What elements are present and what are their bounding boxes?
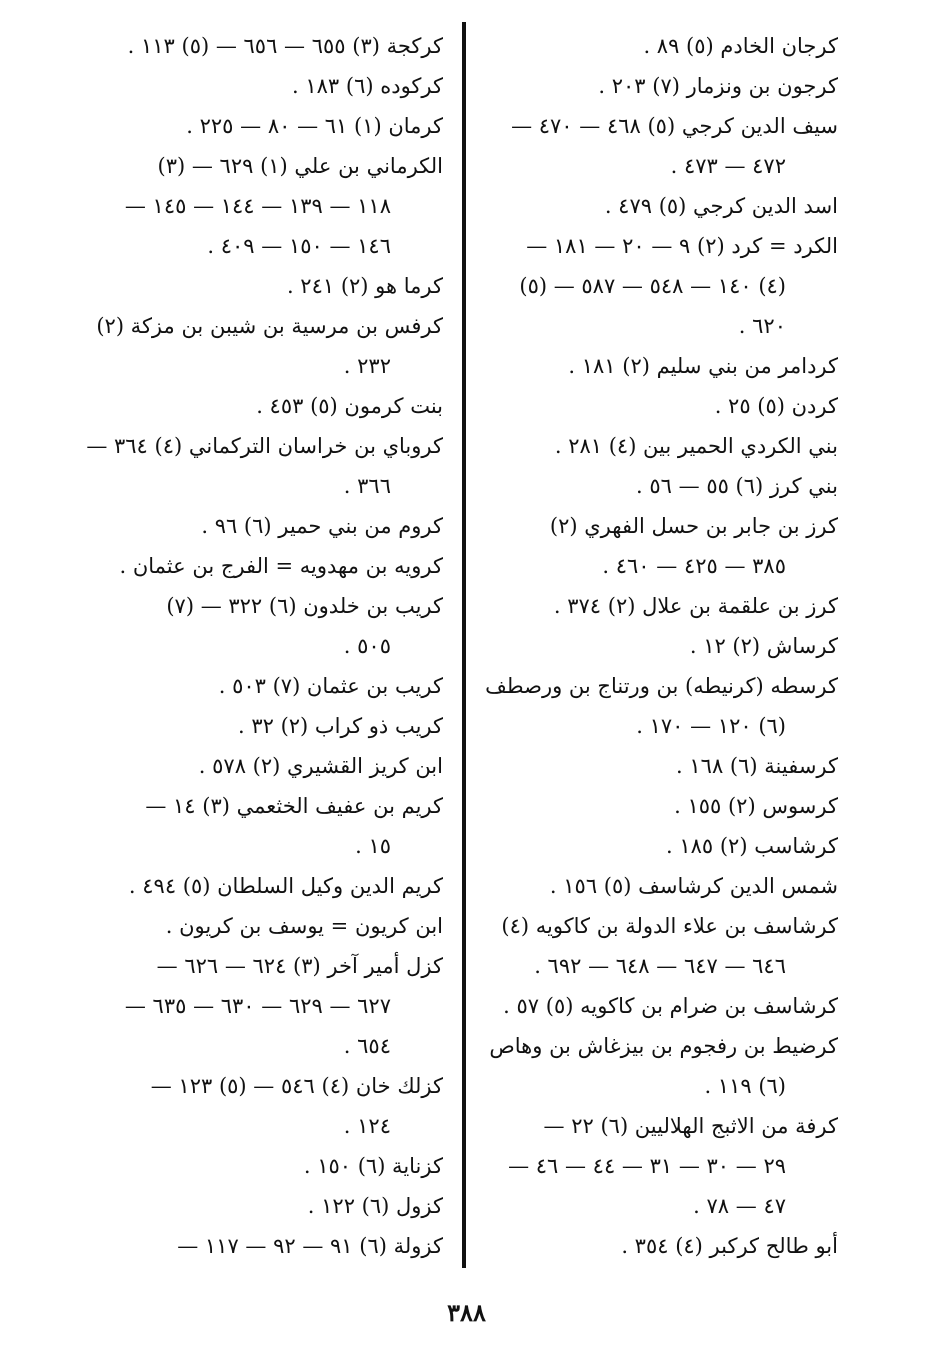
index-entry-line: كرجون بن ونزمار (٧) ٢٠٣ . (598, 74, 838, 98)
index-entry-line: ١١٨ — ١٣٩ — ١٤٤ — ١٤٥ — (124, 194, 391, 218)
index-entry-line: كركوده (٦) ١٨٣ . (291, 74, 443, 98)
index-entry-line: كزول (٦) ١٢٢ . (307, 1194, 443, 1218)
index-entry-line: سيف الدين كرجي (٥) ٤٦٨ — ٤٧٠ — (511, 114, 838, 138)
index-entry-line: كردامر من بني سليم (٢) ١٨١ . (568, 354, 838, 378)
index-entry-line: ٣٨٥ — ٤٢٥ — ٤٦٠ . (602, 554, 786, 578)
index-entry-line: كرسوس (٢) ١٥٥ . (674, 794, 838, 818)
index-entry-line: كرز بن جابر بن حسل الفهري (٢) (549, 514, 838, 538)
index-entry-line: كروم من بني حمير (٦) ٩٦ . (201, 514, 443, 538)
index-entry-line: بني كرز (٦) ٥٥ — ٥٦ . (636, 474, 838, 498)
index-entry-line: (٦) ١٢٠ — ١٧٠ . (636, 714, 786, 738)
index-entry-line: كريم الدين وكيل السلطان (٥) ٤٩٤ . (128, 874, 443, 898)
index-entry-line: كرمان (١) ٦١ — ٨٠ — ٢٢٥ . (186, 114, 443, 138)
index-entry-line: كرفس بن مرسية بن شيبن بن مزكة (٢) (96, 314, 443, 338)
index-entry-line: (٤) ١٤٠ — ٥٤٨ — ٥٨٧ — (٥) (519, 274, 786, 298)
index-entry-line: بنت كرمون (٥) ٤٥٣ . (256, 394, 443, 418)
index-entry-line: (٦) ١١٩ . (704, 1074, 786, 1098)
index-entry-line: كرسفينة (٦) ١٦٨ . (676, 754, 838, 778)
index-entry-line: كريب بن عثمان (٧) ٥٠٣ . (218, 674, 443, 698)
index-entry-line: ٢٣٢ . (343, 354, 391, 378)
index-entry-line: بني الكردي الحمير بين (٤) ٢٨١ . (554, 434, 838, 458)
index-entry-line: ٦٢٧ — ٦٢٩ — ٦٣٠ — ٦٣٥ — (124, 994, 391, 1018)
index-entry-line: كريب ذو كراب (٢) ٣٢ . (237, 714, 443, 738)
index-entry-line: ١٥ . (355, 834, 391, 858)
index-entry-line: كرسطه (كرنيطه) بن ورتناج بن ورصطف (485, 674, 838, 698)
right-column (485, 26, 838, 1266)
index-entry-line: كرشاسب (٢) ١٨٥ . (665, 834, 838, 858)
index-entry-line: كردن (٥) ٢٥ . (714, 394, 838, 418)
index-entry-line: كريم بن عفيف الخثعمي (٣) ١٤ — (145, 794, 443, 818)
index-entry-line: كرما هو (٢) ٢٤١ . (286, 274, 443, 298)
index-entry-line: كزلك خان (٤) ٥٤٦ — (٥) ١٢٣ — (150, 1074, 443, 1098)
index-entry-line: كرويه بن مهدويه = الفرج بن عثمان . (119, 554, 443, 578)
index-entry-line: ٢٩ — ٣٠ — ٣١ — ٤٤ — ٤٦ — (508, 1154, 786, 1178)
index-entry-line: ٤٧٢ — ٤٧٣ . (670, 154, 786, 178)
index-entry-line: كرشاسف بن علاء الدولة بن كاكويه (٤) (501, 914, 838, 938)
index-entry-line: ١٢٤ . (343, 1114, 391, 1138)
index-entry-line: كرشاسف بن ضرام بن كاكويه (٥) ٥٧ . (503, 994, 838, 1018)
page-number: ٣٨٨ (447, 1298, 486, 1327)
index-entry-line: ٦٤٦ — ٦٤٧ — ٦٤٨ — ٦٩٢ . (534, 954, 786, 978)
index-entry-line: ٣٦٦ . (343, 474, 391, 498)
index-entry-line: كرجان الخادم (٥) ٨٩ . (643, 34, 838, 58)
index-entry-line: ابن كريون = يوسف بن كريون . (165, 914, 443, 938)
column-divider (462, 22, 466, 1268)
index-entry-line: ٦٢٠ . (738, 314, 786, 338)
index-entry-line: كرساش (٢) ١٢ . (689, 634, 838, 658)
index-entry-line: كرضيط بن رفجوم بن بيزغاش بن وهاص (489, 1034, 838, 1058)
index-entry-line: ١٤٦ — ١٥٠ — ٤٠٩ . (207, 234, 391, 258)
left-column (86, 26, 443, 1266)
index-entry-line: ٦٥٤ . (343, 1034, 391, 1058)
index-entry-line: اسد الدين كرجي (٥) ٤٧٩ . (604, 194, 838, 218)
index-entry-line: كرز بن علقمة بن علال (٢) ٣٧٤ . (553, 594, 838, 618)
index-entry-line: كركجة (٣) ٦٥٥ — ٦٥٦ — (٥) ١١٣ . (127, 34, 443, 58)
index-entry-line: شمس الدين كرشاسف (٥) ١٥٦ . (549, 874, 838, 898)
index-entry-line: أبو طالح كركبر (٤) ٣٥٤ . (621, 1234, 838, 1258)
index-entry-line: ابن كريز القشيري (٢) ٥٧٨ . (198, 754, 443, 778)
index-entry-line: كروباي بن خراسان التركماني (٤) ٣٦٤ — (86, 434, 443, 458)
index-entry-line: الكرماني بن علي (١) ٦٢٩ — (٣) (157, 154, 443, 178)
index-entry-line: ٤٧ — ٧٨ . (693, 1194, 786, 1218)
index-entry-line: كريب بن خلدون (٦) ٣٢٢ — (٧) (166, 594, 443, 618)
index-entry-line: كزل أمير آخر (٣) ٦٢٤ — ٦٢٦ — (156, 954, 443, 978)
index-entry-line: كزناية (٦) ١٥٠ . (303, 1154, 443, 1178)
index-entry-line: كزولة (٦) ٩١ — ٩٢ — ١١٧ — (177, 1234, 443, 1258)
index-entry-line: كرفة من الاثبج الهلاليين (٦) ٢٢ — (543, 1114, 838, 1138)
index-entry-line: الكرد = كرد (٢) ٩ — ٢٠ — ١٨١ — (526, 234, 838, 258)
index-entry-line: ٥٠٥ . (343, 634, 391, 658)
